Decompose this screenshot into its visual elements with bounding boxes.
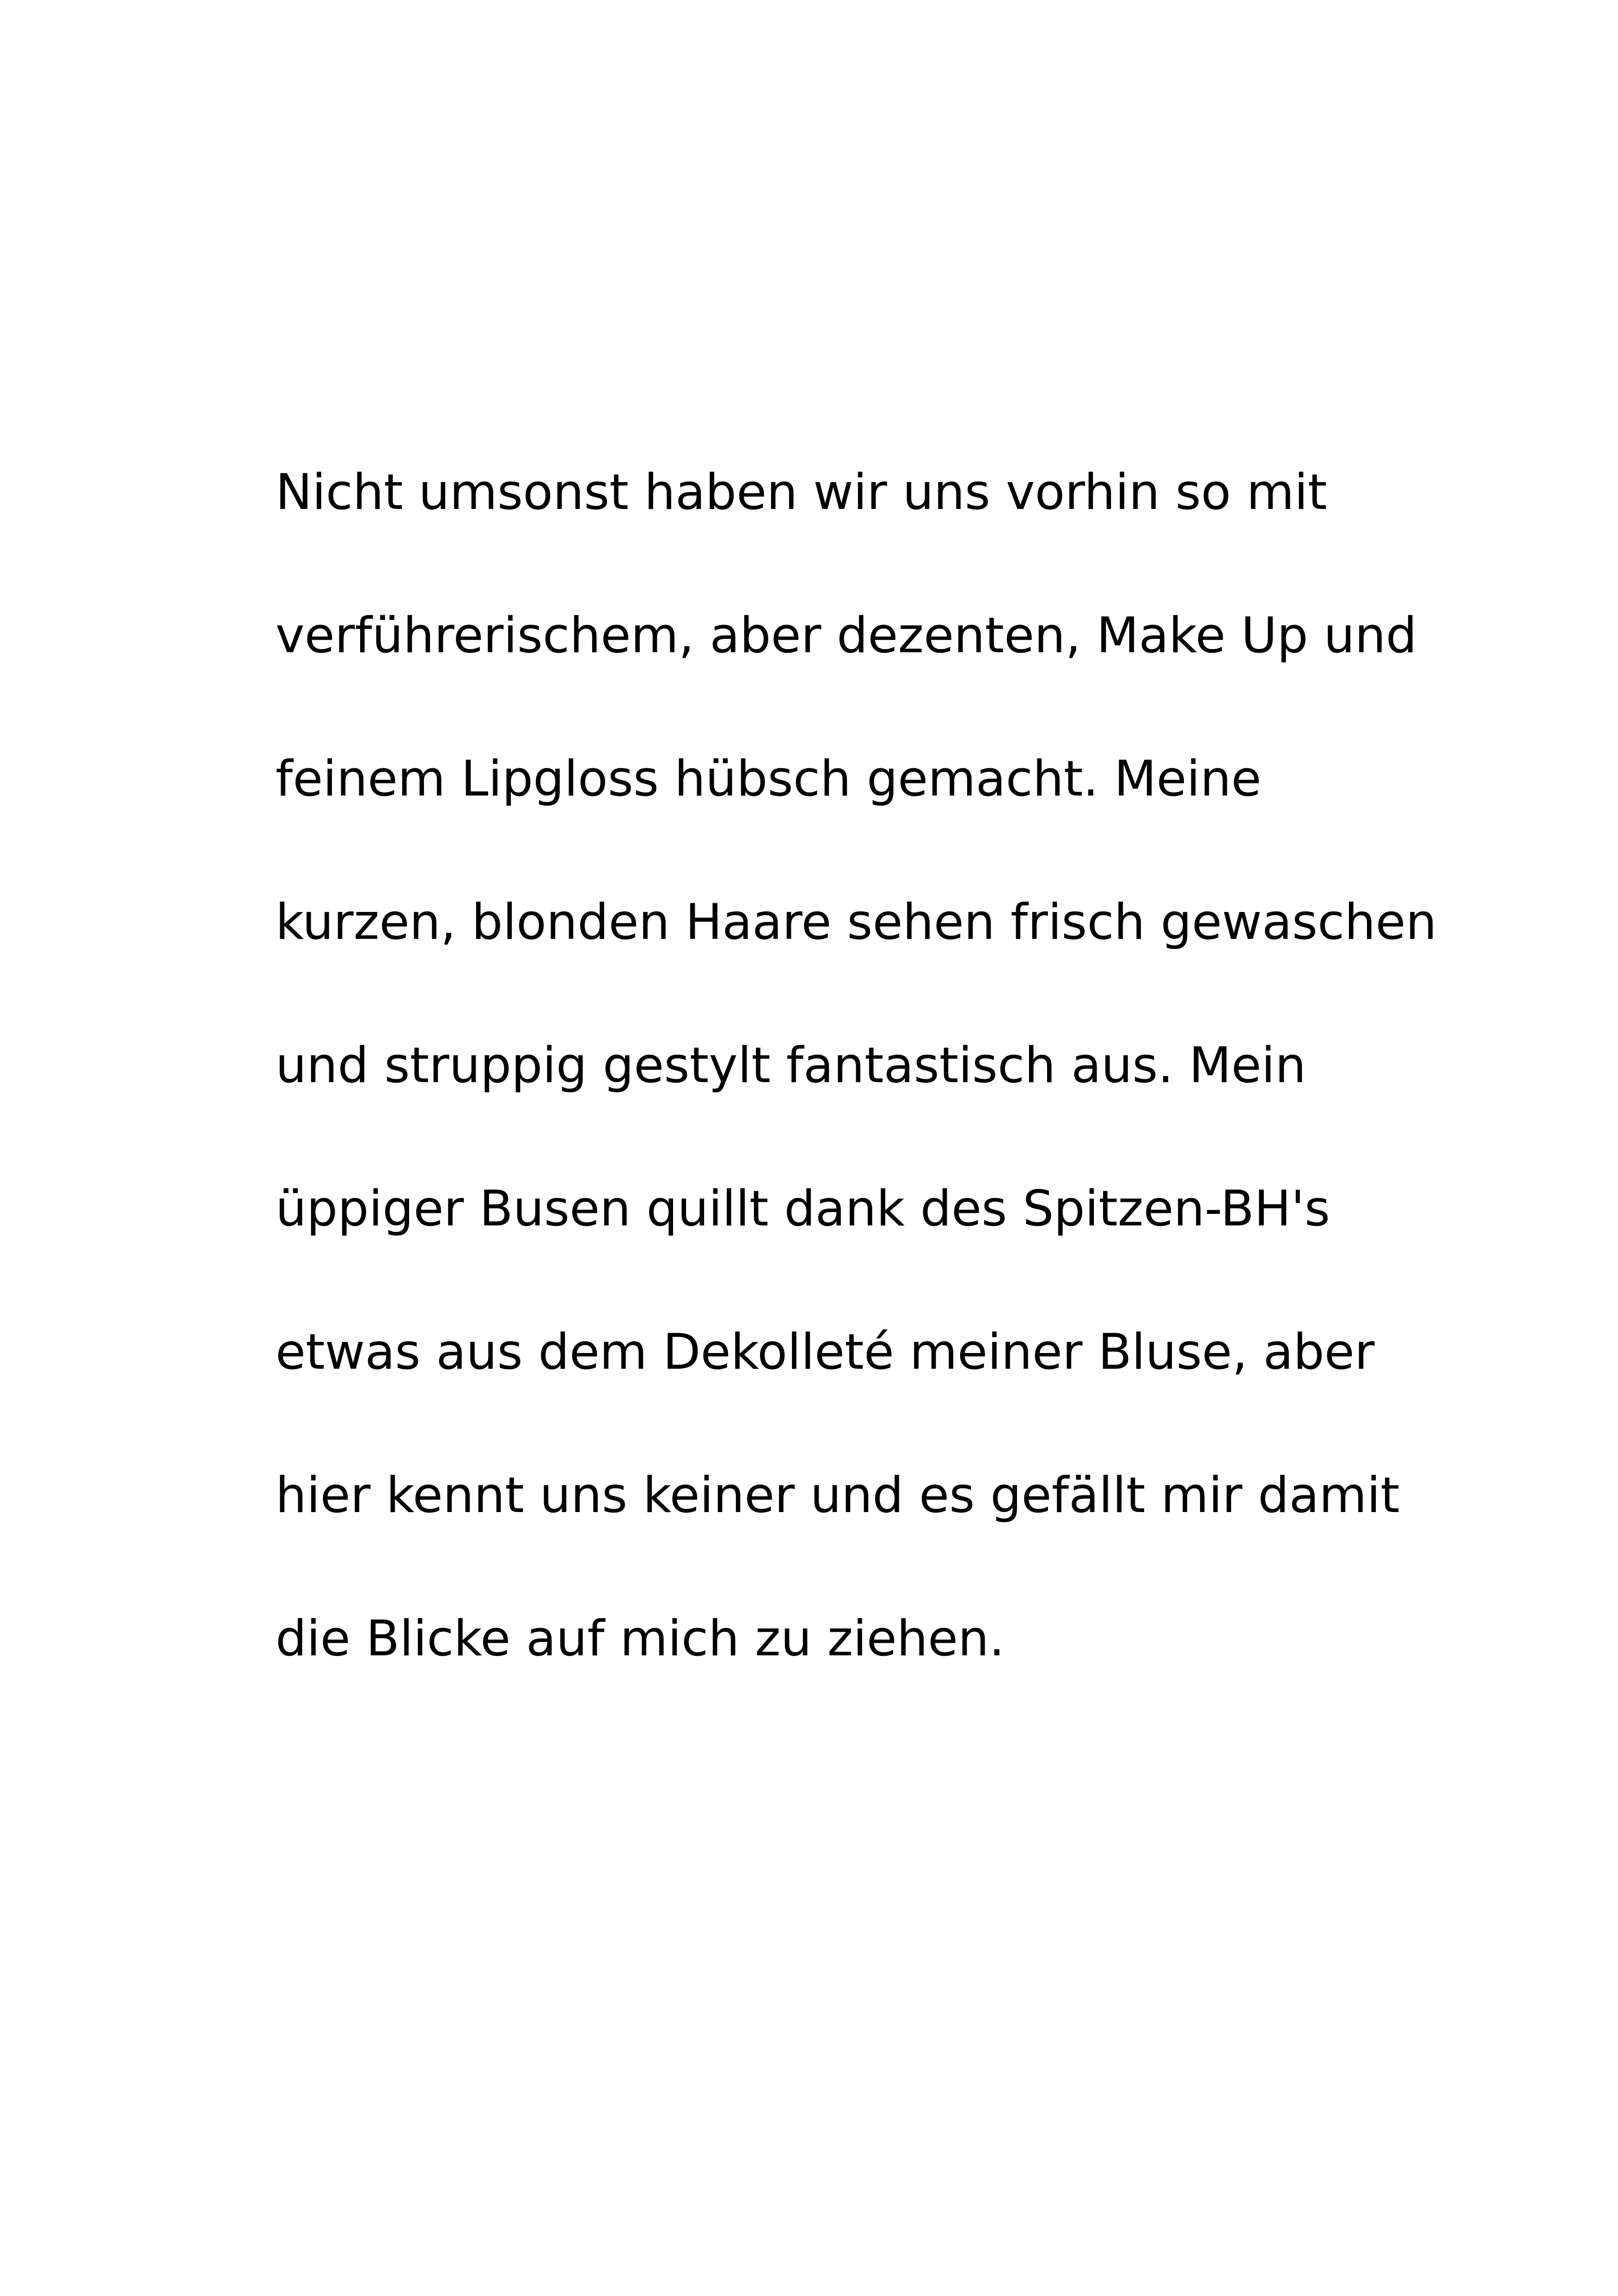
text-line-9: die Blicke auf mich zu ziehen. bbox=[276, 1610, 1005, 1667]
text-line-1: Nicht umsonst haben wir uns vorhin so mit bbox=[276, 464, 1327, 520]
body-paragraph bbox=[276, 444, 1477, 1733]
text-line-8: hier kennt uns keiner und es gefällt mir damit bbox=[276, 1467, 1400, 1524]
text-line-7: etwas aus dem Dekolleté meiner Bluse, aber bbox=[276, 1323, 1375, 1380]
text-line-5: und struppig gestylt fantastisch aus. Mein bbox=[276, 1037, 1306, 1094]
text-line-4: kurzen, blonden Haare sehen frisch gewaschen bbox=[276, 894, 1437, 950]
text-line-6: üppiger Busen quillt dank des Spitzen-BH's bbox=[276, 1180, 1330, 1237]
text-line-3: feinem Lipgloss hübsch gemacht. Meine bbox=[276, 750, 1262, 807]
text-line-2: verführerischem, aber dezenten, Make Up und bbox=[276, 607, 1417, 664]
